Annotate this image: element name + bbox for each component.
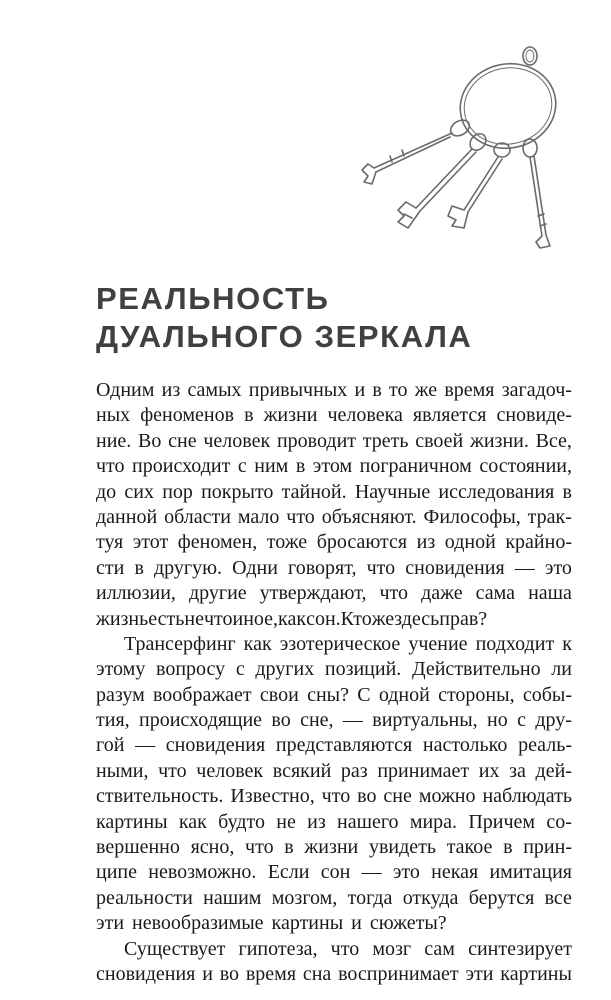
text-line: тия, происходящие во сне, — виртуальны, но с дру- bbox=[96, 709, 572, 732]
text-line: Трансерфинг как эзотерическое учение подходит к bbox=[124, 632, 572, 655]
text-line: до сих пор покрыто тайной. Научные исследования в bbox=[96, 480, 572, 503]
text-line: эти невообразимые картины и сюжеты? bbox=[96, 912, 447, 935]
paragraph-1 bbox=[96, 378, 572, 632]
chapter-heading-line-2: ДУАЛЬНОГО ЗЕРКАЛА bbox=[96, 319, 473, 354]
text-line: ципе невозможно. Если сон — это некая имитация bbox=[96, 861, 572, 884]
keys-on-ring-icon bbox=[352, 38, 582, 250]
text-line: сти в другую. Одни говорят, что сновидения — это bbox=[96, 556, 572, 579]
text-line: картины как будто не из нашего мира. Причем со- bbox=[96, 810, 572, 833]
paragraph-3 bbox=[96, 937, 572, 988]
text-line: что происходит с ним в этом пограничном состоянии, bbox=[96, 455, 572, 478]
text-line: ных феноменов в жизни человека является сновиде- bbox=[96, 404, 572, 427]
text-line: ными, что человек всякий раз принимает их за дей- bbox=[96, 759, 572, 782]
text-line: реальности нашим мозгом, тогда откуда берутся все bbox=[96, 886, 572, 909]
text-line: данной области мало что объясняют. Философы, трак- bbox=[96, 505, 572, 528]
paragraph-2 bbox=[96, 632, 572, 937]
text-line: туя этот феномен, тоже бросаются из одной крайно- bbox=[96, 531, 572, 554]
text-line: этому вопросу с других позиций. Действительно ли bbox=[96, 658, 572, 681]
chapter-heading-line-1: РЕАЛЬНОСТЬ bbox=[96, 281, 330, 316]
text-line: иллюзии, другие утверждают, что даже сама наша bbox=[96, 582, 572, 605]
text-line: Одним из самых привычных и в то же время загадоч- bbox=[96, 379, 572, 401]
text-line: ствительность. Известно, что во сне можно наблюдать bbox=[96, 785, 572, 808]
text-line: вершенно ясно, что в жизни увидеть такое в прин- bbox=[96, 836, 572, 859]
text-line: жизнь есть не что иное, как сон. Кто же здесь прав? bbox=[96, 607, 488, 630]
text-line: Существует гипотеза, что мозг сам синтезирует bbox=[124, 937, 572, 960]
text-line: сновидения и во время сна воспринимает эти картины bbox=[96, 962, 572, 985]
chapter-heading bbox=[96, 280, 472, 356]
text-line: разум воображает свои сны? С одной стороны, собы- bbox=[96, 683, 572, 706]
text-line: ние. Во сне человек проводит треть своей жизни. Все, bbox=[96, 429, 572, 452]
body-text bbox=[96, 378, 572, 987]
text-line: гой — сновидения представляются настолько реаль- bbox=[96, 734, 572, 757]
